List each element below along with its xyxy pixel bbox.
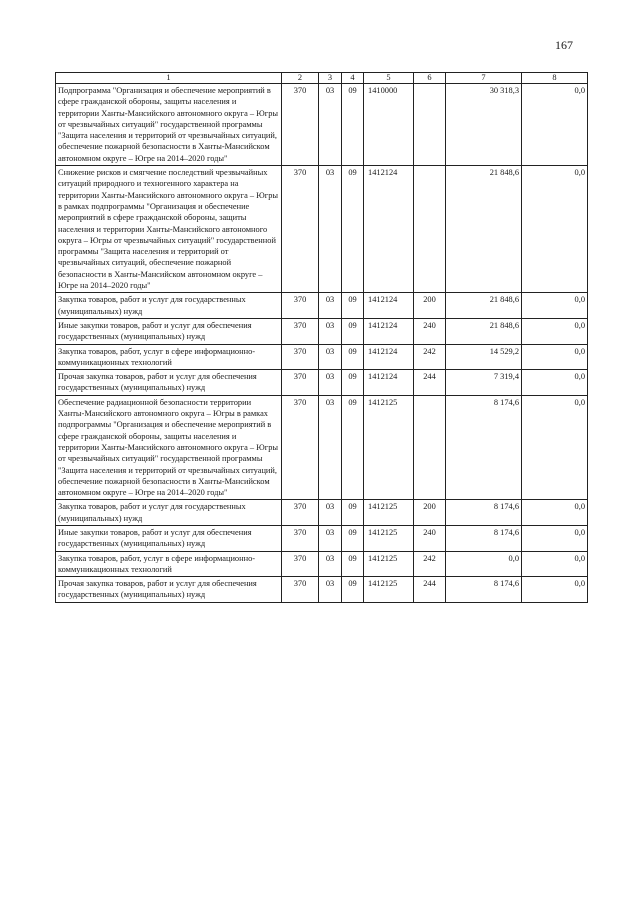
table-row bbox=[56, 525, 588, 551]
table-row bbox=[56, 318, 588, 344]
row-name-cell: Иные закупки товаров, работ и услуг для обеспечения государственных (муниципальных) нужд bbox=[56, 318, 282, 344]
section-cell: 03 bbox=[319, 395, 342, 500]
expense-type-cell: 240 bbox=[414, 525, 446, 551]
row-name-cell: Закупка товаров, работ, услуг в сфере информационно-коммуникационных технологий bbox=[56, 344, 282, 370]
amount-cell: 21 848,6 bbox=[446, 166, 522, 293]
amount-2-cell: 0,0 bbox=[522, 395, 588, 500]
admin-code-cell: 370 bbox=[282, 344, 319, 370]
expense-type-cell: 244 bbox=[414, 577, 446, 603]
column-header: 3 bbox=[319, 73, 342, 84]
expense-type-cell: 200 bbox=[414, 293, 446, 319]
table-row bbox=[56, 84, 588, 166]
amount-2-cell: 0,0 bbox=[522, 84, 588, 166]
table-row bbox=[56, 293, 588, 319]
row-name-cell: Прочая закупка товаров, работ и услуг для обеспечения государственных (муниципальных) нужд bbox=[56, 370, 282, 396]
table-body bbox=[56, 84, 588, 603]
target-article-cell: 1412124 bbox=[364, 370, 414, 396]
expense-type-cell: 200 bbox=[414, 500, 446, 526]
column-header: 2 bbox=[282, 73, 319, 84]
column-header: 4 bbox=[342, 73, 364, 84]
amount-cell: 8 174,6 bbox=[446, 500, 522, 526]
amount-2-cell: 0,0 bbox=[522, 293, 588, 319]
amount-2-cell: 0,0 bbox=[522, 166, 588, 293]
amount-cell: 0,0 bbox=[446, 551, 522, 577]
section-cell: 03 bbox=[319, 551, 342, 577]
section-cell: 03 bbox=[319, 370, 342, 396]
admin-code-cell: 370 bbox=[282, 500, 319, 526]
expense-type-cell: 240 bbox=[414, 318, 446, 344]
target-article-cell: 1412125 bbox=[364, 395, 414, 500]
amount-cell: 21 848,6 bbox=[446, 293, 522, 319]
target-article-cell: 1412125 bbox=[364, 577, 414, 603]
amount-cell: 8 174,6 bbox=[446, 395, 522, 500]
budget-table bbox=[55, 72, 588, 603]
subsection-cell: 09 bbox=[342, 551, 364, 577]
amount-cell: 7 319,4 bbox=[446, 370, 522, 396]
table-row bbox=[56, 166, 588, 293]
row-name-cell: Обеспечение радиационной безопасности территории Ханты-Мансийского автономного округа – Югры в рамках подпрограммы "Организация и обеспечение мероприятий в сфере гражданской обороны, защиты населения и территории Ханты-Мансийского автономного округа – Югры от чрезвычайных ситуаций" государственной программы "Защита населения и территорий от чрезвычайных ситуаций, обеспечение пожарной безопасности в Ханты-Мансийском автономном округе – Югре на 2014–2020 годы" bbox=[56, 395, 282, 500]
admin-code-cell: 370 bbox=[282, 525, 319, 551]
amount-2-cell: 0,0 bbox=[522, 525, 588, 551]
target-article-cell: 1412125 bbox=[364, 551, 414, 577]
amount-cell: 8 174,6 bbox=[446, 525, 522, 551]
section-cell: 03 bbox=[319, 344, 342, 370]
section-cell: 03 bbox=[319, 293, 342, 319]
row-name-cell: Закупка товаров, работ и услуг для государственных (муниципальных) нужд bbox=[56, 500, 282, 526]
target-article-cell: 1412124 bbox=[364, 318, 414, 344]
section-cell: 03 bbox=[319, 577, 342, 603]
subsection-cell: 09 bbox=[342, 577, 364, 603]
amount-cell: 21 848,6 bbox=[446, 318, 522, 344]
column-header: 1 bbox=[56, 73, 282, 84]
subsection-cell: 09 bbox=[342, 395, 364, 500]
subsection-cell: 09 bbox=[342, 525, 364, 551]
admin-code-cell: 370 bbox=[282, 166, 319, 293]
section-cell: 03 bbox=[319, 525, 342, 551]
section-cell: 03 bbox=[319, 166, 342, 293]
row-name-cell: Иные закупки товаров, работ и услуг для обеспечения государственных (муниципальных) нужд bbox=[56, 525, 282, 551]
expense-type-cell: 242 bbox=[414, 344, 446, 370]
expense-type-cell bbox=[414, 395, 446, 500]
admin-code-cell: 370 bbox=[282, 577, 319, 603]
row-name-cell: Прочая закупка товаров, работ и услуг для обеспечения государственных (муниципальных) нужд bbox=[56, 577, 282, 603]
target-article-cell: 1412124 bbox=[364, 293, 414, 319]
table-row bbox=[56, 344, 588, 370]
target-article-cell: 1412124 bbox=[364, 344, 414, 370]
table-header-row bbox=[56, 73, 588, 84]
subsection-cell: 09 bbox=[342, 370, 364, 396]
section-cell: 03 bbox=[319, 84, 342, 166]
row-name-cell: Снижение рисков и смягчение последствий чрезвычайных ситуаций природного и техногенного характера на территории Ханты-Мансийского автономного округа – Югры в рамках подпрограммы "Организация и обеспечение мероприятий в сфере гражданской обороны, защиты населения и территории Ханты-Мансийского автономного округа – Югры от чрезвычайных ситуаций" государственной программы "Защита населения и территорий от чрезвычайных ситуаций, обеспечение пожарной безопасности в Ханты-Мансийском автономном округе – Югре на 2014–2020 годы" bbox=[56, 166, 282, 293]
table-row bbox=[56, 577, 588, 603]
admin-code-cell: 370 bbox=[282, 395, 319, 500]
admin-code-cell: 370 bbox=[282, 551, 319, 577]
table-row bbox=[56, 395, 588, 500]
expense-type-cell: 244 bbox=[414, 370, 446, 396]
amount-2-cell: 0,0 bbox=[522, 344, 588, 370]
subsection-cell: 09 bbox=[342, 84, 364, 166]
table-row bbox=[56, 551, 588, 577]
admin-code-cell: 370 bbox=[282, 370, 319, 396]
expense-type-cell bbox=[414, 166, 446, 293]
amount-cell: 8 174,6 bbox=[446, 577, 522, 603]
column-header: 8 bbox=[522, 73, 588, 84]
amount-cell: 30 318,3 bbox=[446, 84, 522, 166]
amount-2-cell: 0,0 bbox=[522, 500, 588, 526]
column-header: 7 bbox=[446, 73, 522, 84]
target-article-cell: 1412125 bbox=[364, 500, 414, 526]
section-cell: 03 bbox=[319, 500, 342, 526]
page-number: 167 bbox=[555, 38, 573, 52]
table-row bbox=[56, 500, 588, 526]
target-article-cell: 1412124 bbox=[364, 166, 414, 293]
expense-type-cell bbox=[414, 84, 446, 166]
subsection-cell: 09 bbox=[342, 344, 364, 370]
row-name-cell: Закупка товаров, работ и услуг для государственных (муниципальных) нужд bbox=[56, 293, 282, 319]
subsection-cell: 09 bbox=[342, 318, 364, 344]
amount-2-cell: 0,0 bbox=[522, 577, 588, 603]
amount-2-cell: 0,0 bbox=[522, 551, 588, 577]
section-cell: 03 bbox=[319, 318, 342, 344]
admin-code-cell: 370 bbox=[282, 84, 319, 166]
row-name-cell: Подпрограмма "Организация и обеспечение мероприятий в сфере гражданской обороны, защиты населения и территории Ханты-Мансийского автономного округа – Югры от чрезвычайных ситуаций" государственной программы "Защита населения и территорий от чрезвычайных ситуаций, обеспечение пожарной безопасности в Ханты-Мансийском автономном округе – Югре на 2014–2020 годы" bbox=[56, 84, 282, 166]
target-article-cell: 1410000 bbox=[364, 84, 414, 166]
expense-type-cell: 242 bbox=[414, 551, 446, 577]
subsection-cell: 09 bbox=[342, 293, 364, 319]
admin-code-cell: 370 bbox=[282, 318, 319, 344]
admin-code-cell: 370 bbox=[282, 293, 319, 319]
amount-2-cell: 0,0 bbox=[522, 370, 588, 396]
subsection-cell: 09 bbox=[342, 500, 364, 526]
column-header: 6 bbox=[414, 73, 446, 84]
row-name-cell: Закупка товаров, работ, услуг в сфере информационно-коммуникационных технологий bbox=[56, 551, 282, 577]
table-row bbox=[56, 370, 588, 396]
target-article-cell: 1412125 bbox=[364, 525, 414, 551]
column-header: 5 bbox=[364, 73, 414, 84]
subsection-cell: 09 bbox=[342, 166, 364, 293]
amount-cell: 14 529,2 bbox=[446, 344, 522, 370]
amount-2-cell: 0,0 bbox=[522, 318, 588, 344]
